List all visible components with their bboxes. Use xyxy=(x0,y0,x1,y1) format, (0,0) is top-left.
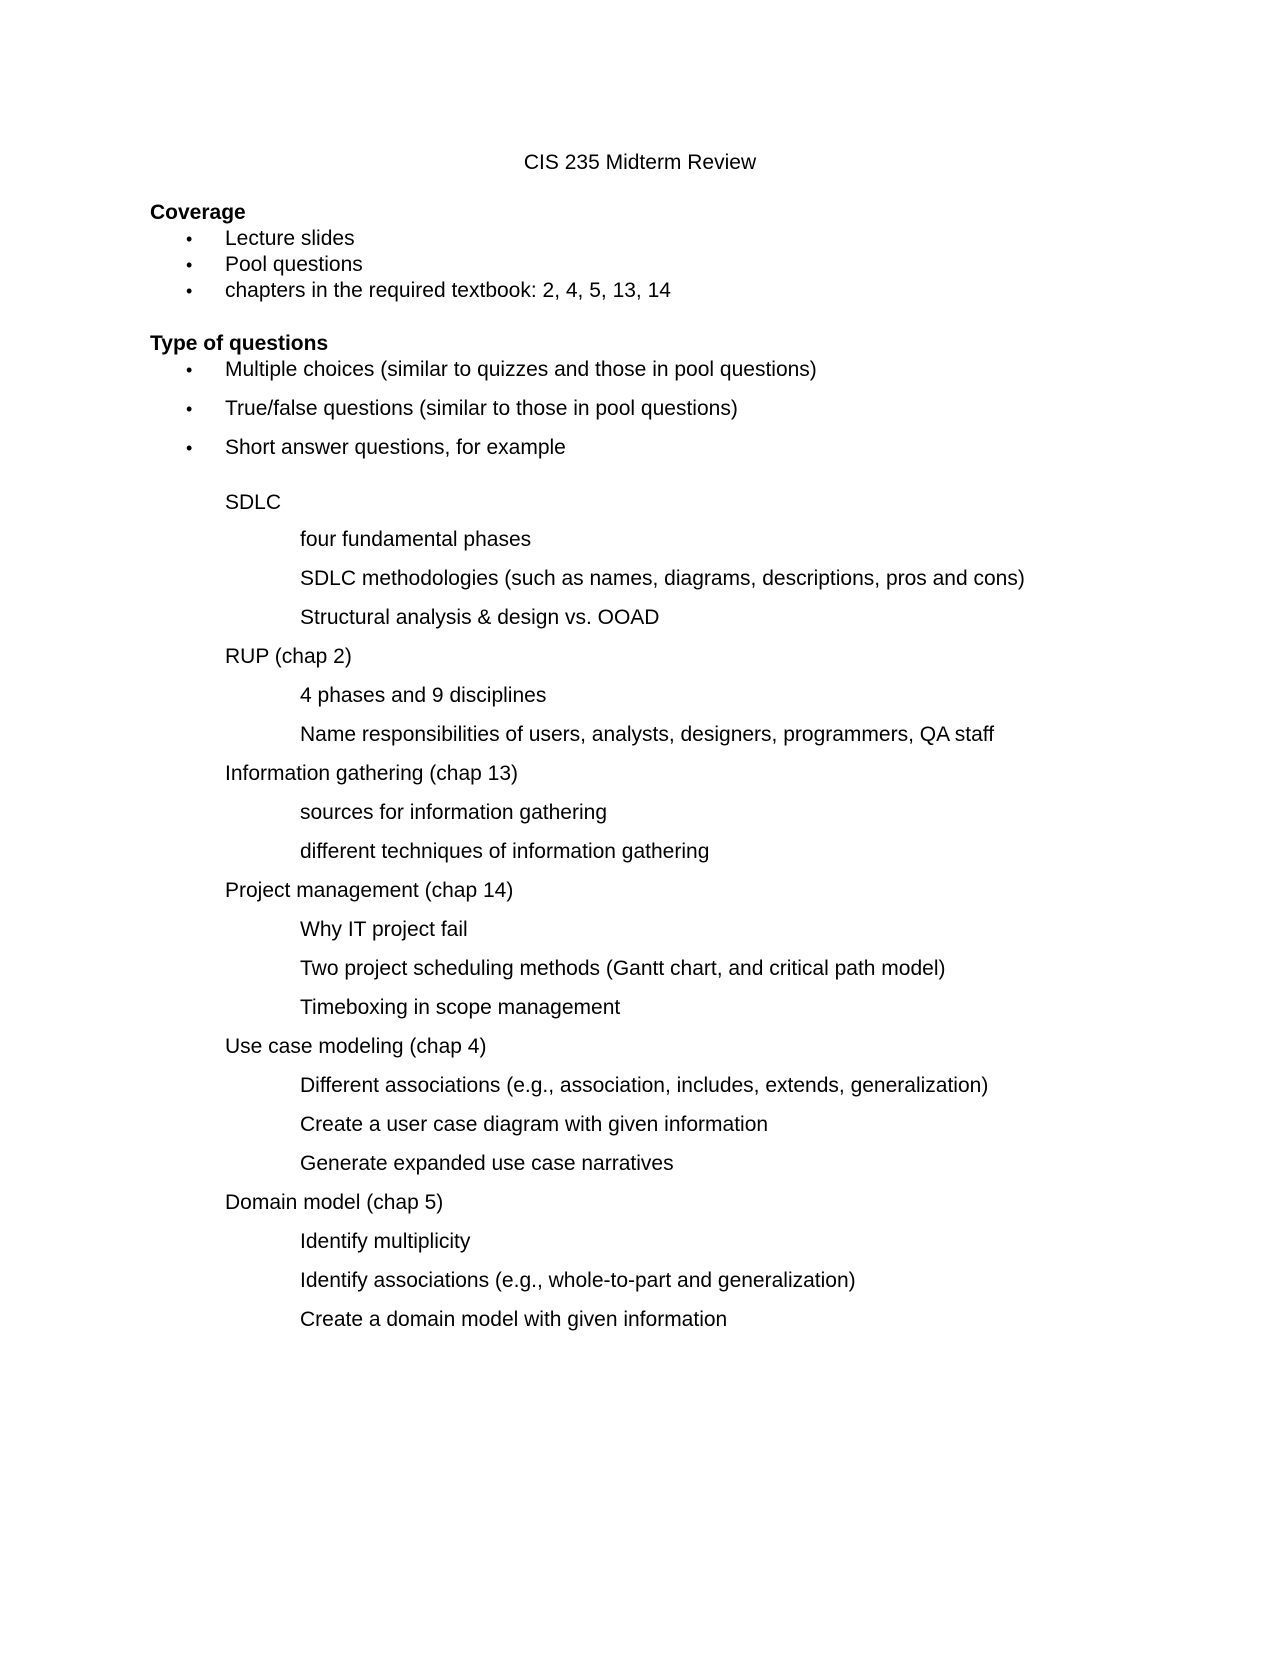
topic-items xyxy=(225,800,1025,878)
topic-sdlc xyxy=(225,490,1025,644)
list-item: Different associations (e.g., association, includes, extends, generalization) xyxy=(300,1074,989,1097)
topic-items xyxy=(225,1073,1025,1190)
topic-items xyxy=(225,527,1025,644)
topic-rup xyxy=(225,644,1025,761)
list-item: Two project scheduling methods (Gantt chart, and critical path model) xyxy=(300,957,946,980)
question-types-heading: Type of questions xyxy=(150,332,329,355)
list-item: different techniques of information gathering xyxy=(300,840,710,863)
list-item-text: True/false questions (similar to those in pool questions) xyxy=(225,397,738,420)
list-item-text: Short answer questions, for example xyxy=(225,436,566,459)
list-item-text: Lecture slides xyxy=(225,227,355,250)
list-item: 4 phases and 9 disciplines xyxy=(300,684,547,707)
list-item xyxy=(150,278,671,304)
list-item: Timeboxing in scope management xyxy=(300,996,621,1019)
topic-label: Domain model (chap 5) xyxy=(225,1191,444,1214)
list-item: Identify associations (e.g., whole-to-part and generalization) xyxy=(300,1269,856,1292)
list-item: Create a domain model with given information xyxy=(300,1308,728,1331)
topic-items xyxy=(225,683,1025,761)
list-item: Identify multiplicity xyxy=(300,1230,471,1253)
question-types-list xyxy=(150,357,817,474)
list-item-text: Multiple choices (similar to quizzes and those in pool questions) xyxy=(225,358,817,381)
topic-information-gathering xyxy=(225,761,1025,878)
list-item xyxy=(150,226,671,252)
topic-items xyxy=(225,917,1025,1034)
list-item: Name responsibilities of users, analysts, designers, programmers, QA staff xyxy=(300,723,995,746)
bullet-icon: • xyxy=(186,399,193,419)
topic-label: RUP (chap 2) xyxy=(225,645,352,668)
list-item xyxy=(150,357,817,396)
bullet-icon: • xyxy=(186,360,193,380)
topic-label: Project management (chap 14) xyxy=(225,879,514,902)
list-item-text: Pool questions xyxy=(225,253,363,276)
list-item: Create a user case diagram with given information xyxy=(300,1113,769,1136)
list-item-text: chapters in the required textbook: 2, 4, 5, 13, 14 xyxy=(225,279,671,302)
topic-use-case-modeling xyxy=(225,1034,1025,1190)
document-title: CIS 235 Midterm Review xyxy=(523,151,757,174)
topic-outline xyxy=(225,490,1025,1346)
list-item: four fundamental phases xyxy=(300,528,532,551)
topic-label: Use case modeling (chap 4) xyxy=(225,1035,487,1058)
bullet-icon: • xyxy=(186,255,193,275)
topic-label: Information gathering (chap 13) xyxy=(225,762,519,785)
list-item: Generate expanded use case narratives xyxy=(300,1152,674,1175)
topic-label: SDLC xyxy=(225,491,282,514)
bullet-icon: • xyxy=(186,438,193,458)
coverage-list xyxy=(150,226,671,304)
coverage-heading: Coverage xyxy=(150,201,246,224)
list-item: Structural analysis & design vs. OOAD xyxy=(300,606,660,629)
topic-project-management xyxy=(225,878,1025,1034)
list-item xyxy=(150,252,671,278)
list-item xyxy=(150,435,817,474)
list-item: sources for information gathering xyxy=(300,801,607,824)
topic-domain-model xyxy=(225,1190,1025,1346)
bullet-icon: • xyxy=(186,281,193,301)
list-item: Why IT project fail xyxy=(300,918,468,941)
bullet-icon: • xyxy=(186,229,193,249)
list-item: SDLC methodologies (such as names, diagrams, descriptions, pros and cons) xyxy=(300,567,1025,590)
topic-items xyxy=(225,1229,1025,1346)
list-item xyxy=(150,396,817,435)
